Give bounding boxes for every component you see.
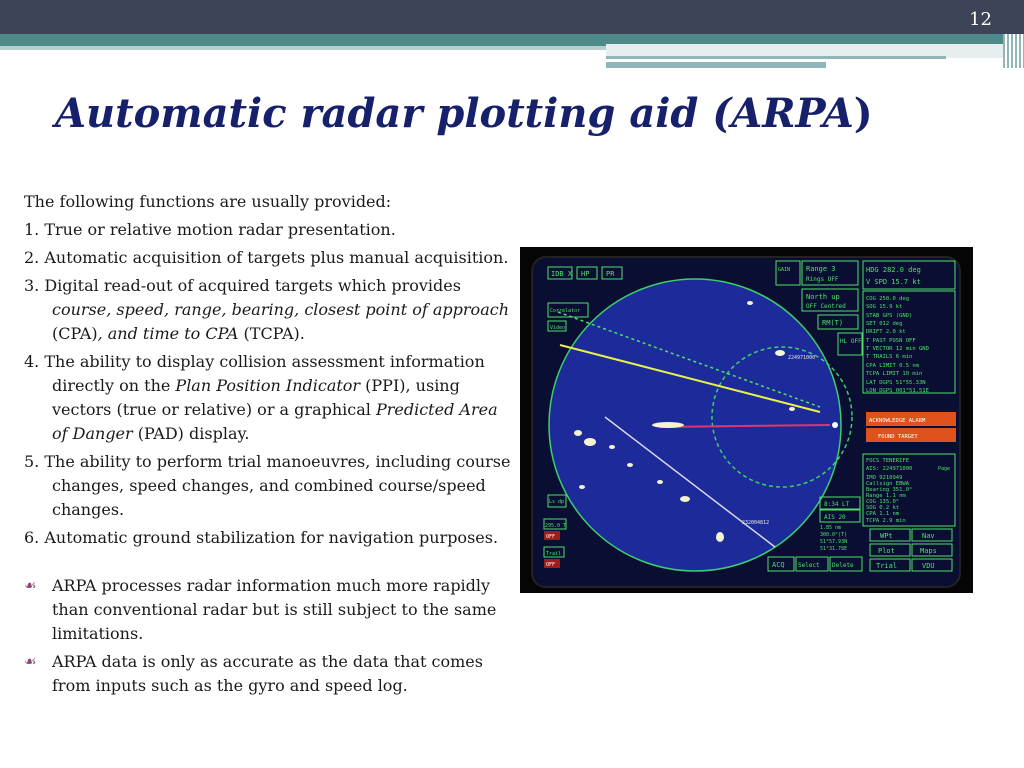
bullet-item-2: [24, 650, 514, 698]
label-lsdp: Ls dp: [549, 499, 565, 505]
title-text-1: Automatic radar plotting aid (: [55, 90, 732, 137]
ais-lon: 51°31.78E: [820, 546, 848, 552]
item4-italic-2: Predicted Area of Danger: [52, 400, 498, 443]
intro-text: The following functions are usually provided:: [24, 192, 392, 211]
btn-idb[interactable]: IDB X: [551, 270, 573, 278]
nav-button[interactable]: Nav: [922, 532, 935, 540]
target-row: SOG 0.2 kt: [866, 505, 900, 511]
select-button[interactable]: Select: [798, 562, 820, 569]
item4-italic: Plan Position Indicator: [175, 376, 361, 395]
feather-bullet-icon: ☙: [24, 578, 37, 594]
found-target-label: FOUND TARGET: [878, 434, 918, 440]
target-row: TCPA 2.9 min: [866, 518, 906, 524]
decor-step-line-2: [606, 62, 826, 68]
acknowledge-alarm-button[interactable]: ACKNOWLEDGE ALARM: [869, 418, 926, 424]
readout-row: TCPA LIMIT 10 min: [866, 371, 923, 377]
decor-step-line: [606, 56, 946, 59]
readout-row: T PAST POSN OFF: [866, 338, 916, 344]
ais-range: 1.85 nm: [820, 525, 842, 531]
readout-row: SET 012 deg: [866, 321, 903, 327]
item3-cpa: (CPA): [52, 324, 98, 343]
label-correlator: Correlator: [550, 308, 581, 314]
list-item-3: [24, 274, 514, 346]
readout-row: DRIFT 2.0 kt: [866, 329, 906, 335]
time-readout: 8:34 LT: [824, 501, 850, 508]
list-item-5: 5. The ability to perform trial manoeuvres, including course changes, speed changes, and combined course/speed changes.: [24, 452, 511, 519]
target-row: Callsign EBWA: [866, 481, 910, 487]
label-trail: Trail: [546, 551, 562, 557]
btn-pr[interactable]: PR: [606, 270, 615, 278]
slide-number: 12: [969, 9, 992, 30]
off-centred-label: OFF Centred: [806, 303, 846, 310]
list-item-6: 6. Automatic ground stabilization for navigation purposes.: [24, 528, 499, 547]
slide-title: [55, 90, 873, 137]
list-item-2: 2. Automatic acquisition of targets plus manual acquisition.: [24, 248, 509, 267]
trial-button[interactable]: Trial: [876, 562, 898, 570]
title-text-2: ): [853, 90, 873, 137]
target-row: COG 135.0°: [866, 499, 900, 505]
item3-italic: course, speed, range, bearing, closest point of approach: [52, 300, 509, 319]
readout-row: SOG 15.9 kt: [866, 304, 903, 310]
btn-hp[interactable]: HP: [581, 270, 590, 278]
readout-row: T VECTOR 12 min GND: [866, 346, 929, 352]
ais-lat: 51°57.93N: [820, 539, 848, 545]
radar-photo: [520, 247, 973, 593]
label-off-2: OFF: [546, 562, 556, 568]
item4-text-3: (PAD) display.: [132, 424, 250, 443]
hl-off-button[interactable]: HL OFF: [840, 338, 862, 345]
list-item-4: [24, 350, 514, 446]
rings-value[interactable]: Rings OFF: [806, 276, 839, 283]
range-value[interactable]: Range 3: [806, 265, 836, 273]
target-row: Range 1.1 nm: [866, 493, 906, 499]
label-video: Video: [550, 325, 566, 331]
target-row: IMO 9210949: [866, 475, 903, 481]
feather-bullet-icon: ☙: [24, 654, 37, 670]
readout-row: T TRAILS 6 min: [866, 354, 913, 360]
speed-readout: V SPD 15.7 kt: [866, 278, 921, 286]
radar-display: [520, 247, 973, 593]
maps-button[interactable]: Maps: [920, 547, 937, 555]
ais-bearing: 300.0°(T): [820, 532, 848, 538]
bullet-text-1: ARPA processes radar information much more rapidly than conventional radar but is still subject to the same limitations.: [52, 576, 497, 643]
item3-tcpa: (TCPA).: [238, 324, 305, 343]
item3-text: 3. Digital read-out of acquired targets which provides: [24, 276, 461, 295]
label-295: 295.0 T: [545, 523, 567, 529]
slide-body: [24, 190, 514, 698]
target-label-1: 224971000: [788, 355, 816, 361]
decor-stripes: [1003, 34, 1024, 68]
plot-button[interactable]: Plot: [878, 547, 895, 555]
label-off-1: OFF: [546, 534, 556, 540]
readout-row: CPA LIMIT 0.5 nm: [866, 363, 919, 369]
item4-text-2: (PPI), using vectors (true or relative) or a graphical: [52, 376, 460, 419]
vdu-button[interactable]: VDU: [922, 562, 935, 570]
bullet-text-2: ARPA data is only as accurate as the data that comes from inputs such as the gyro and speed log.: [52, 652, 483, 695]
target-ais: AIS: 224971000: [866, 466, 913, 472]
list-item-1: 1. True or relative motion radar presentation.: [24, 220, 396, 239]
readout-row: LON DGPS 001°51.51E: [866, 388, 929, 394]
target-row: Bearing 351.0°: [866, 487, 913, 493]
delete-button[interactable]: Delete: [832, 562, 854, 569]
page-button[interactable]: Page: [938, 466, 951, 472]
readout-row: LAT DGPS 51°55.33N: [866, 380, 926, 386]
target-name: FOCS TENERIFE: [866, 458, 910, 464]
target-row: CPA 1.1 nm: [866, 511, 900, 517]
rm-button[interactable]: RM(T): [822, 319, 844, 327]
target-label-2: 232004812: [742, 520, 770, 526]
title-acronym: ARPA: [731, 90, 854, 137]
wpt-button[interactable]: WPt: [880, 532, 893, 540]
item4-text: 4. The ability to display collision assessment information directly on the: [24, 352, 485, 395]
readout-row: STAB GPS (GND): [866, 313, 913, 319]
acq-button[interactable]: ACQ: [772, 561, 785, 569]
heading-readout: HDG 282.0 deg: [866, 266, 921, 274]
top-bar: [0, 0, 1024, 34]
item3-italic-2: , and time to CPA: [97, 324, 239, 343]
north-up-button[interactable]: North up: [806, 293, 840, 301]
bullet-item-1: [24, 574, 514, 646]
ais-button[interactable]: AIS 20: [824, 514, 846, 521]
label-gain: GAIN: [778, 267, 791, 273]
readout-row: COG 250.0 deg: [866, 296, 910, 302]
